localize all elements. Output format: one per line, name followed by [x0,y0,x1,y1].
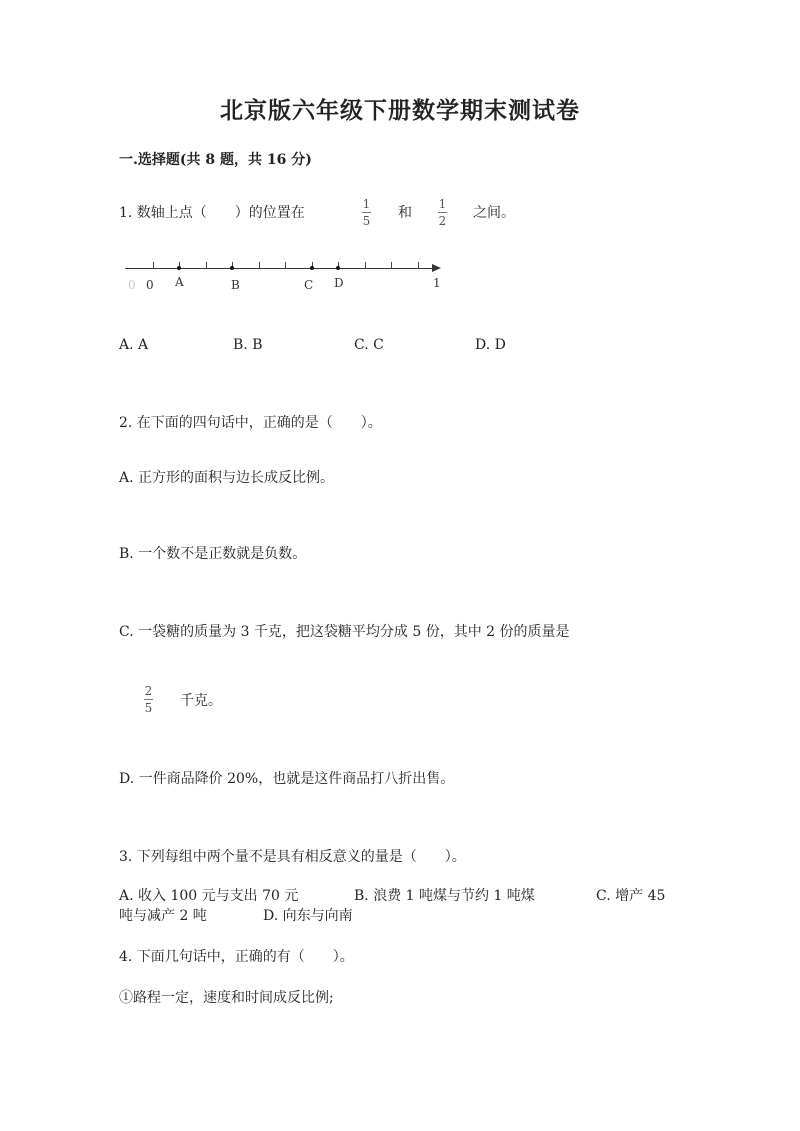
q1-option-a: A. A [119,337,149,353]
tick-mark [418,262,419,269]
tick-mark [285,262,286,269]
q3-option-c-line1: C. 增产 45 [596,888,666,904]
label-c: C [304,278,314,292]
q1-stem-suffix: 之间。 [473,205,515,221]
q1-fraction-one-fifth [362,197,371,228]
q1-and-text: 和 [398,205,412,221]
page-title: 北京版六年级下册数学期末测试卷 [220,97,580,124]
fraction-bar [144,699,153,700]
point-a-dot [177,266,181,270]
label-d: D [334,276,344,290]
q1-option-d: D. D [475,337,506,353]
number-line-axis [125,268,435,269]
q2-option-c: C. 一袋糖的质量为 3 千克，把这袋糖平均分成 5 份，其中 2 份的质量是 [119,624,570,640]
tick-mark [259,262,260,269]
q3-option-d: D. 向东与向南 [263,908,353,924]
label-b: B [231,278,240,292]
q2-option-b: B. 一个数不是正数就是负数。 [119,546,307,562]
arrow-icon [432,264,441,272]
tick-mark [365,262,366,269]
q1-option-b: B. B [233,337,263,353]
q3-option-c-line2: 吨与减产 2 吨 [119,908,207,924]
q1-stem-prefix: 1. 数轴上点（ ）的位置在 [119,205,305,221]
q2-option-c-tail: 千克。 [180,693,222,709]
tick-mark [153,262,154,269]
point-b-dot [230,266,234,270]
fraction-denominator: 2 [438,214,447,228]
fraction-numerator: 1 [438,197,447,211]
point-c-dot [310,266,314,270]
q3-option-b: B. 浪费 1 吨煤与节约 1 吨煤 [354,888,535,904]
faded-zero-label: 0 [128,278,136,292]
tick-mark [206,262,207,269]
q1-fraction-one-half [438,197,447,228]
q2-option-a: A. 正方形的面积与边长成反比例。 [119,470,335,486]
q2-fraction-two-fifths [144,684,153,715]
label-zero: 0 [146,278,154,292]
q1-option-c: C. C [354,337,384,353]
fraction-denominator: 5 [362,214,371,228]
number-line-figure [125,258,455,298]
q4-stem: 4. 下面几句话中，正确的有（ ）。 [119,949,354,965]
tick-mark [391,262,392,269]
section-heading: 一.选择题(共 8 题，共 16 分) [119,152,312,168]
label-one: 1 [433,276,441,290]
fraction-numerator: 2 [144,684,153,698]
q2-option-d: D. 一件商品降价 20%，也就是这件商品打八折出售。 [119,771,455,787]
fraction-bar [438,212,447,213]
fraction-denominator: 5 [144,701,153,715]
fraction-numerator: 1 [362,197,371,211]
label-a: A [175,275,184,289]
point-d-dot [336,266,340,270]
q3-option-a: A. 收入 100 元与支出 70 元 [119,888,299,904]
q2-stem: 2. 在下面的四句话中，正确的是（ ）。 [119,415,382,431]
q4-item-1: ①路程一定，速度和时间成反比例; [119,990,334,1006]
q3-stem: 3. 下列每组中两个量不是具有相反意义的量是（ ）。 [119,849,466,865]
fraction-bar [362,212,371,213]
